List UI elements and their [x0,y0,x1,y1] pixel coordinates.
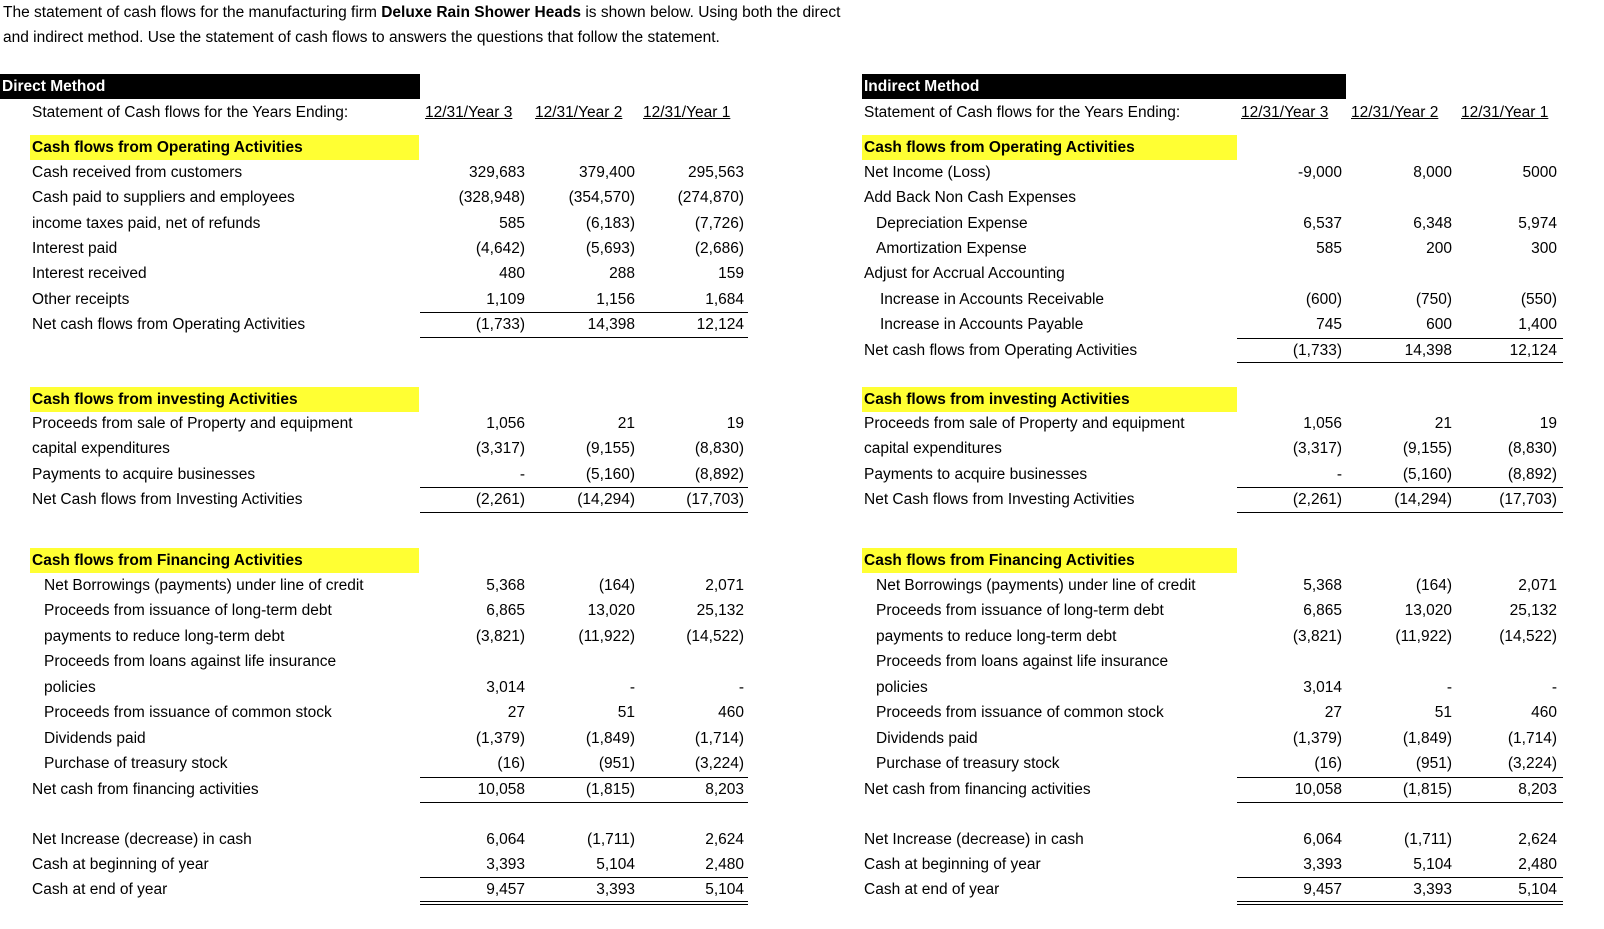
line-item-label: Cash received from customers [32,164,243,181]
year-value-cell: (3,821) [475,628,525,645]
line-item-label: Adjust for Accrual Accounting [864,265,1065,282]
statement-row [0,185,1604,210]
year-value-cell: (2,261) [475,491,525,508]
year-value-cell: -9,000 [1298,164,1342,181]
year-value-cell: 379,400 [578,164,635,181]
year-value-cell: 1,684 [705,291,744,308]
year-value-cell: 159 [718,265,744,282]
year-value-cell: (550) [1520,291,1557,308]
statement-row [0,852,1604,877]
year-value-cell: 6,064 [486,831,525,848]
statement-row [0,160,1604,185]
year-value-cell: 9,457 [486,881,525,898]
intro-text: The statement of cash flows for the manufacturing firm [3,4,382,21]
section-title: Cash flows from Financing Activities [30,548,419,573]
year-value-cell: 5000 [1522,164,1557,181]
year-value-cell: 288 [609,265,635,282]
year-value-cell: 1,156 [596,291,635,308]
year-value-cell: (17,703) [686,491,744,508]
year-value-cell: 2,071 [705,577,744,594]
line-item-label: Net cash from financing activities [864,781,1091,798]
year-value-cell: (9,155) [1402,440,1452,457]
year-value-cell: (1,849) [1402,730,1452,747]
double-underline [1237,901,1563,905]
year-value-cell: (3,317) [1292,440,1342,457]
year-value-cell: 3,014 [486,679,525,696]
line-item-label: Payments to acquire businesses [32,466,256,483]
total-underline [1237,802,1563,803]
line-item-label: Proceeds from issuance of common stock [876,704,1164,721]
year-value-cell: (3,317) [475,440,525,457]
year-value-cell: (5,160) [1402,466,1452,483]
line-item-label: Net Increase (decrease) in cash [32,831,252,848]
line-item-label: capital expenditures [32,440,170,457]
year-value-cell: 600 [1426,316,1452,333]
statement-row [0,726,1604,751]
year-value-cell: 19 [1539,415,1557,432]
year-value-cell: 5,974 [1518,215,1557,232]
year-value-cell: (9,155) [585,440,635,457]
statement-row [0,261,1604,286]
year-value-cell: 27 [507,704,525,721]
line-item-label: capital expenditures [864,440,1002,457]
section-title: Cash flows from investing Activities [862,387,1237,412]
indirect-year-2-header: 12/31/Year 2 [1351,104,1439,121]
year-value-cell: 5,104 [705,881,744,898]
year-value-cell: 6,064 [1303,831,1342,848]
statement-row [0,649,1604,674]
statement-row [0,487,1604,512]
year-value-cell: (16) [1314,755,1342,772]
year-value-cell: 1,056 [486,415,525,432]
total-underline [420,512,748,513]
year-value-cell: 5,368 [486,577,525,594]
year-value-cell: (750) [1415,291,1452,308]
year-value-cell: 9,457 [1303,881,1342,898]
direct-subtitle: Statement of Cash flows for the Years Ending: [32,104,349,121]
statement-row [0,700,1604,725]
statement-row [0,777,1604,802]
total-underline [1237,338,1563,339]
section-title: Cash flows from investing Activities [30,387,419,412]
year-value-cell: (3,224) [694,755,744,772]
year-value-cell: (8,830) [694,440,744,457]
year-value-cell: 5,104 [1518,881,1557,898]
line-item-label: Cash at end of year [864,881,1000,898]
indirect-method-header: Indirect Method [862,74,1346,99]
year-value-cell: 200 [1426,240,1452,257]
year-value-cell: 10,058 [1294,781,1342,798]
statement-row [0,751,1604,776]
year-value-cell: (5,160) [585,466,635,483]
year-value-cell: 5,104 [1413,856,1452,873]
year-value-cell: 8,000 [1413,164,1452,181]
year-value-cell: 585 [1316,240,1342,257]
year-value-cell: (1,733) [1292,342,1342,359]
line-item-label: policies [44,679,96,696]
statement-row [0,436,1604,461]
line-item-label: income taxes paid, net of refunds [32,215,261,232]
total-underline [1237,777,1563,778]
line-item-label: Payments to acquire businesses [864,466,1088,483]
direct-year-1-header: 12/31/Year 1 [643,104,731,121]
section-title: Cash flows from Operating Activities [30,135,419,160]
year-value-cell: 3,393 [1303,856,1342,873]
year-value-cell: 12,124 [696,316,744,333]
year-value-cell: 25,132 [696,602,744,619]
line-item-label: Net cash flows from Operating Activities [32,316,306,333]
year-value-cell: (1,379) [1292,730,1342,747]
year-value-cell: 2,624 [705,831,744,848]
year-value-cell: 27 [1324,704,1342,721]
year-value-cell: 12,124 [1509,342,1557,359]
total-underline [1237,877,1563,878]
year-value-cell: 1,109 [486,291,525,308]
year-value-cell: (7,726) [694,215,744,232]
line-item-label: Net Cash flows from Investing Activities [864,491,1135,508]
year-value-cell: 1,400 [1518,316,1557,333]
year-value-cell: 3,393 [1413,881,1452,898]
line-item-label: Net Borrowings (payments) under line of credit [44,577,364,594]
year-value-cell: (5,693) [585,240,635,257]
year-value-cell: 745 [1316,316,1342,333]
line-item-label: Dividends paid [44,730,146,747]
year-value-cell: (951) [598,755,635,772]
direct-year-3-header: 12/31/Year 3 [425,104,513,121]
intro-text-2: is shown below. Using both the direct and indirect method. Use the statement of cash flows to answers the questions that follow the statement. [3,4,841,46]
year-value-cell: 2,480 [705,856,744,873]
year-value-cell: 5,104 [596,856,635,873]
year-value-cell: 2,071 [1518,577,1557,594]
year-value-cell: 5,368 [1303,577,1342,594]
line-item-label: Increase in Accounts Payable [880,316,1084,333]
line-item-label: Proceeds from issuance of long-term debt [876,602,1164,619]
year-value-cell: (8,830) [1507,440,1557,457]
year-value-cell: 460 [1531,704,1557,721]
year-value-cell: (3,821) [1292,628,1342,645]
section-header-row [0,387,1604,412]
year-value-cell: 2,480 [1518,856,1557,873]
total-underline [1237,487,1563,488]
total-underline [1237,362,1563,363]
line-item-label: Net Income (Loss) [864,164,991,181]
year-value-cell: 51 [617,704,635,721]
direct-method-header: Direct Method [0,74,420,99]
year-value-cell: (2,261) [1292,491,1342,508]
year-value-cell: 14,398 [1404,342,1452,359]
year-value-cell: 329,683 [468,164,525,181]
year-value-cell: 51 [1434,704,1452,721]
year-value-cell: (14,294) [577,491,635,508]
line-item-label: payments to reduce long-term debt [876,628,1117,645]
line-item-label: Purchase of treasury stock [44,755,228,772]
statement-row [0,675,1604,700]
statement-row [0,624,1604,649]
year-value-cell: (8,892) [1507,466,1557,483]
line-item-label: Interest received [32,265,147,282]
year-value-cell: - [519,466,525,483]
year-value-cell: (274,870) [677,189,744,206]
section-title: Cash flows from Financing Activities [862,548,1237,573]
year-value-cell: (1,815) [585,781,635,798]
year-value-cell: 21 [617,415,635,432]
year-value-cell: 6,537 [1303,215,1342,232]
statement-row [0,411,1604,436]
year-value-cell: (4,642) [475,240,525,257]
year-value-cell: - [1446,679,1452,696]
section-title: Cash flows from Operating Activities [862,135,1237,160]
year-value-cell: 300 [1531,240,1557,257]
year-value-cell: (328,948) [458,189,525,206]
year-value-cell: 14,398 [587,316,635,333]
total-underline [420,802,748,803]
total-underline [1237,512,1563,513]
section-header-row [0,548,1604,573]
year-value-cell: (3,224) [1507,755,1557,772]
line-item-label: Other receipts [32,291,130,308]
year-value-cell: (14,522) [686,628,744,645]
statement-row [0,287,1604,312]
year-value-cell: (14,522) [1499,628,1557,645]
section-header-row [0,135,1604,160]
line-item-label: Net cash from financing activities [32,781,259,798]
year-value-cell: (11,922) [1395,628,1452,645]
line-item-label: Cash at beginning of year [32,856,209,873]
year-value-cell: 13,020 [587,602,635,619]
statement-row [0,462,1604,487]
year-value-cell: (951) [1415,755,1452,772]
year-value-cell: (6,183) [585,215,635,232]
statement-row [0,877,1604,902]
statement-row [0,338,1604,363]
year-value-cell: 6,865 [486,602,525,619]
statement-row [0,312,1604,337]
year-value-cell: (1,714) [1507,730,1557,747]
year-value-cell: 1,056 [1303,415,1342,432]
year-value-cell: 8,203 [705,781,744,798]
indirect-year-1-header: 12/31/Year 1 [1461,104,1549,121]
year-value-cell: (164) [1415,577,1452,594]
line-item-label: Net cash flows from Operating Activities [864,342,1138,359]
line-item-label: Proceeds from sale of Property and equipment [864,415,1185,432]
year-value-cell: - [629,679,635,696]
statement-row [0,827,1604,852]
line-item-label: Increase in Accounts Receivable [880,291,1105,308]
line-item-label: Proceeds from issuance of long-term debt [44,602,332,619]
line-item-label: policies [876,679,928,696]
indirect-year-3-header: 12/31/Year 3 [1241,104,1329,121]
year-value-cell: 13,020 [1404,602,1452,619]
line-item-label: Cash paid to suppliers and employees [32,189,295,206]
year-value-cell: (16) [497,755,525,772]
line-item-label: Net Cash flows from Investing Activities [32,491,303,508]
year-value-cell: (1,733) [475,316,525,333]
line-item-label: Proceeds from loans against life insurance [876,653,1169,670]
year-value-cell: 3,393 [486,856,525,873]
year-value-cell: 460 [718,704,744,721]
direct-year-2-header: 12/31/Year 2 [535,104,623,121]
year-value-cell: (1,379) [475,730,525,747]
year-value-cell: (2,686) [694,240,744,257]
line-item-label: Cash at end of year [32,881,168,898]
year-value-cell: - [1551,679,1557,696]
year-value-cell: - [738,679,744,696]
year-value-cell: (1,815) [1402,781,1452,798]
line-item-label: Proceeds from issuance of common stock [44,704,332,721]
year-value-cell: (1,714) [694,730,744,747]
year-value-cell: 480 [499,265,525,282]
year-value-cell: 2,624 [1518,831,1557,848]
line-item-label: Interest paid [32,240,118,257]
line-item-label: Net Increase (decrease) in cash [864,831,1084,848]
line-item-label: Proceeds from sale of Property and equipment [32,415,353,432]
year-value-cell: 3,393 [596,881,635,898]
year-value-cell: (11,922) [578,628,635,645]
line-item-label: Proceeds from loans against life insurance [44,653,337,670]
company-name: Deluxe Rain Shower Heads [381,4,582,21]
year-value-cell: (1,711) [587,831,635,848]
year-value-cell: (164) [598,577,635,594]
year-value-cell: 19 [726,415,744,432]
year-value-cell: 6,348 [1413,215,1452,232]
year-value-cell: (8,892) [694,466,744,483]
intro-paragraph [3,0,853,50]
year-value-cell: (1,849) [585,730,635,747]
line-item-label: Net Borrowings (payments) under line of credit [876,577,1196,594]
line-item-label: Cash at beginning of year [864,856,1041,873]
year-value-cell: (1,711) [1404,831,1452,848]
year-value-cell: 6,865 [1303,602,1342,619]
statement-row [0,236,1604,261]
year-value-cell: 3,014 [1303,679,1342,696]
year-value-cell: 585 [499,215,525,232]
line-item-label: Amortization Expense [876,240,1027,257]
year-value-cell: 295,563 [687,164,744,181]
line-item-label: Purchase of treasury stock [876,755,1060,772]
year-value-cell: 10,058 [477,781,525,798]
line-item-label: payments to reduce long-term debt [44,628,285,645]
line-item-label: Dividends paid [876,730,978,747]
year-value-cell: (17,703) [1499,491,1557,508]
statement-row [0,573,1604,598]
year-value-cell: (600) [1305,291,1342,308]
year-value-cell: 25,132 [1509,602,1557,619]
year-value-cell: (14,294) [1394,491,1452,508]
statement-row [0,211,1604,236]
year-value-cell: - [1336,466,1342,483]
indirect-subtitle: Statement of Cash flows for the Years Ending: [864,104,1181,121]
year-value-cell: 8,203 [1518,781,1557,798]
year-value-cell: (354,570) [568,189,635,206]
year-value-cell: 21 [1434,415,1452,432]
line-item-label: Depreciation Expense [876,215,1028,232]
statement-row [0,598,1604,623]
line-item-label: Add Back Non Cash Expenses [864,189,1076,206]
